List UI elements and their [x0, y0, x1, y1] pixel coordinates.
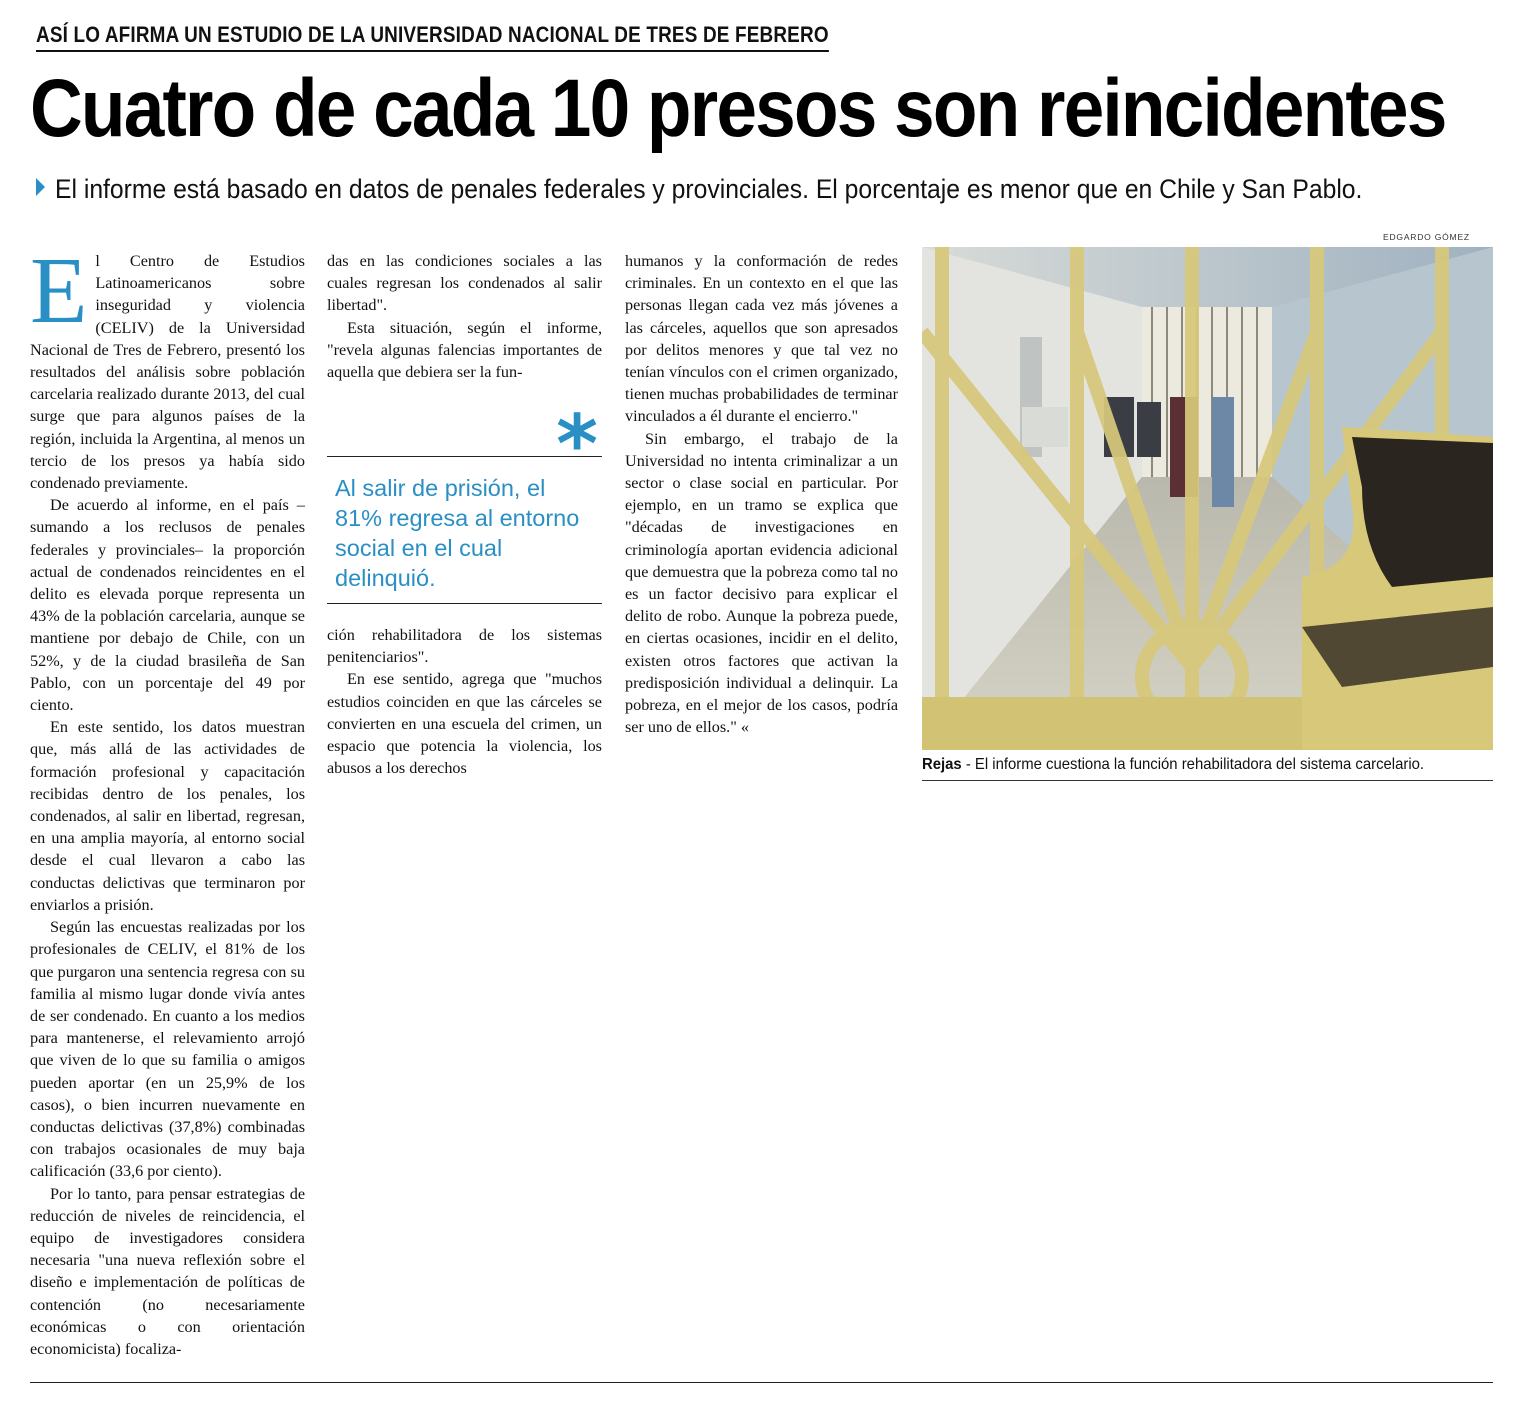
article-paragraph: Por lo tanto, para pensar estrategias de reducción de niveles de reincidencia, el equipo de investigadores considera necesaria "una nueva reflexión sobre el diseño e implementación de políticas de contención (no necesariamente económicas o con orientación economicista) focaliza-: [30, 1184, 305, 1358]
kicker: ASÍ LO AFIRMA UN ESTUDIO DE LA UNIVERSIDAD NACIONAL DE TRES DE FEBRERO: [36, 22, 829, 52]
deck: [36, 172, 1516, 206]
paragraph-text: l Centro de Estudios Latinoamericanos sobre inseguridad y violencia (CELIV) de la Universidad Nacional de Tres de Febrero, presentó los resultados del análisis sobre población carcelaria realizado durante 2013, del cual surge que para algunos países de la región, incluida la Argentina, al menos un tercio de los presos ya había sido condenado previamente.: [30, 252, 305, 493]
caption-text: [922, 755, 1424, 775]
caption-body: El informe cuestiona la función rehabilitadora del sistema carcelario.: [974, 756, 1425, 773]
article-column-3: [625, 250, 898, 738]
photo-credit: EDGARDO GÓMEZ: [1383, 232, 1470, 242]
article-paragraph: Sin embargo, el trabajo de la Universidad no intenta criminalizar a un sector o clase social en particular. Por ejemplo, en un tramo se explica que "décadas de investigaciones en criminología aportan evidencia adicional que demuestra que la pobreza como tal no es un factor decisivo para explicar el delito de robo. Aunque la pobreza puede, en ciertas ocasiones, incidir en el delito, existen otros factores que activan la predisposición individual a delinquir. La pobreza, en el mejor de los casos, podría ser uno de ellos." «: [625, 429, 898, 737]
bottom-rule: [30, 1382, 1493, 1383]
caption-label: Rejas: [922, 756, 962, 773]
article-column-1: [30, 239, 305, 1360]
deck-marker-icon: [36, 178, 45, 196]
article-paragraph: Según las encuestas realizadas por los profesionales de CELIV, el 81% de los que purgaron una sentencia regresa con su familia al mismo lugar donde vivía antes de ser condenado. En cuanto a los medios para mantenerse, el relevamiento arrojó que viven de lo que su familia o amigos pueden aportar (en un 25,9% de los casos), o bien incurren nuevamente en conductas delictivas (37,8%) combinadas con trabajos ocasionales de muy baja calificación (33,6 por ciento).: [30, 918, 305, 1181]
article-paragraph: ción rehabilitadora de los sistemas penitenciarios".: [327, 626, 602, 667]
article-paragraph: das en las condiciones sociales a las cuales regresan los condenados al salir libertad".: [327, 252, 602, 315]
article-column-2-bottom: [327, 624, 602, 779]
article-paragraph: Esta situación, según el informe, "revela algunas falencias importantes de aquella que debiera ser la fun-: [327, 318, 602, 382]
article-paragraph: [30, 239, 305, 494]
caption-separator: -: [961, 756, 975, 773]
article-paragraph: En este sentido, los datos muestran que, más allá de las actividades de formación profesional y capacitación recibidas dentro de los penales, los condenados, al salir en libertad, regresan, en una amplia mayoría, al entorno social desde el cual llevaron a cabo las conductas delictivas que terminaron por enviarlos a prisión.: [30, 718, 305, 914]
photo-caption: [922, 755, 1493, 781]
drop-cap: E: [30, 239, 88, 343]
asterisk-icon: *: [556, 398, 598, 491]
article-paragraph: En ese sentido, agrega que "muchos estudios coinciden en que las cárceles se convierten en una escuela del crimen, un espacio que potencia la violencia, los abusos a los derechos: [327, 670, 602, 778]
prison-photo: [922, 247, 1493, 750]
pull-quote-text: Al salir de prisión, el 81% regresa al entorno social en el cual delinquió.: [335, 475, 580, 591]
pull-quote: [327, 398, 602, 605]
prison-photo-illustration: [922, 247, 1493, 750]
headline: Cuatro de cada 10 presos son reincidentes: [30, 63, 1446, 154]
article-paragraph: humanos y la conformación de redes criminales. En un contexto en el que las personas llegan cada vez más jóvenes a las cárceles, aquellos que son apresados por delitos menores y que tal vez no tenían vínculos con el crimen organizado, tienen muchas probabilidades de terminar vinculados a él durante el encierro.": [625, 252, 898, 426]
article-paragraph: De acuerdo al informe, en el país –sumando a los reclusos de penales federales y provinciales– la proporción actual de condenados reincidentes en el delito es elevada porque representa un 43% de la población carcelaria, aunque se mantiene por debajo de Chile, con un 52%, y de la ciudad brasileña de San Pablo, con un porcentaje del 49 por ciento.: [30, 496, 305, 715]
pull-quote-bottom-rule: [327, 603, 602, 604]
deck-text: El informe está basado en datos de penales federales y provinciales. El porcentaje es menor que en Chile y San Pablo.: [55, 174, 1363, 204]
pull-quote-top-rule: [327, 456, 602, 457]
article-column-2-top: [327, 250, 602, 383]
